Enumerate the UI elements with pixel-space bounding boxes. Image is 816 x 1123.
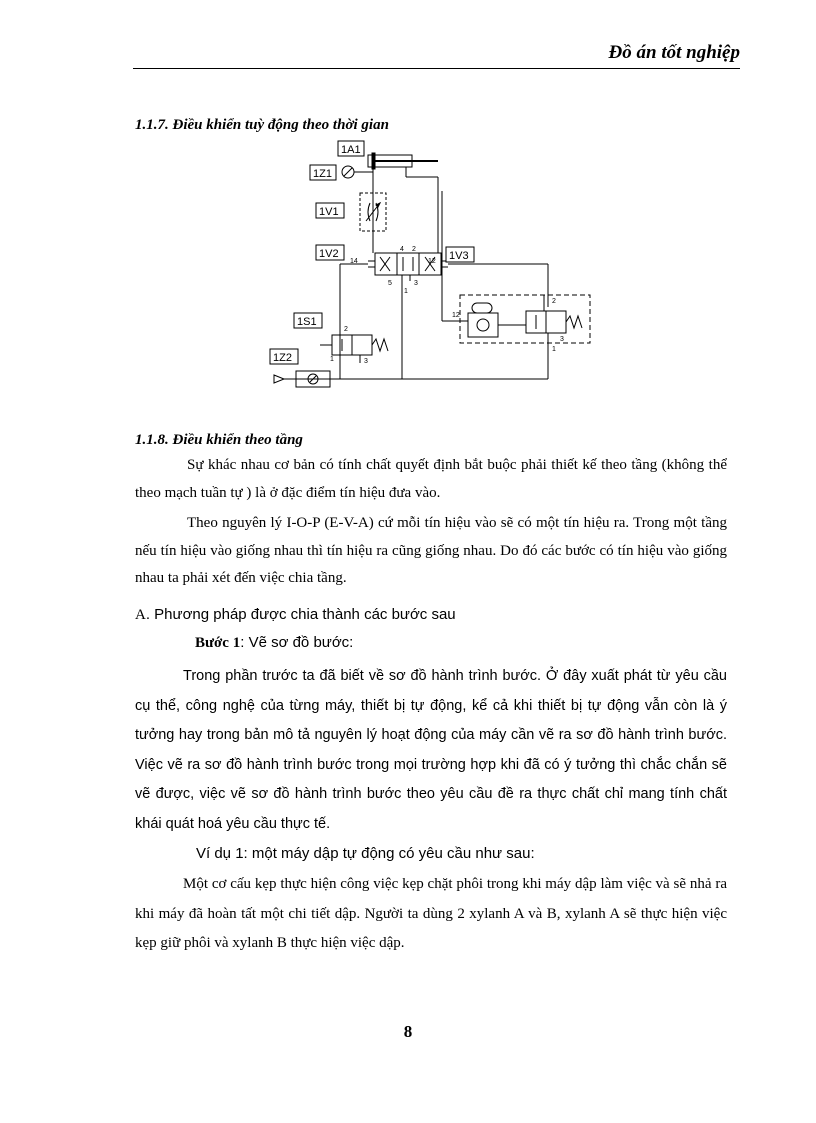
paragraph: Theo nguyên lý I-O-P (E-V-A) cứ mỗi tín hiệu vào sẽ có một tín hiệu ra. Trong một tầng nếu tín hiệu vào giống nhau thì tín hiệu ra cũng giống nhau. Do đó các bước có tín hiệu vào giống nhau ta phải xét đến việc chia tầng. [135,515,727,586]
port-label: 12 [452,312,460,319]
step-1-label: Bước 1 [195,635,241,651]
port-label: 1 [552,346,556,353]
label-1z1: 1Z1 [313,168,332,180]
label-1s1: 1S1 [297,316,317,328]
header-title: Đồ án tốt nghiệp [608,42,740,63]
example-line: Ví dụ 1: một máy dập tự động có yêu cầu như sau: [196,845,535,862]
port-label: 12 [428,258,436,265]
port-label: 5 [388,280,392,287]
valve-1v2-left [375,253,397,275]
method-text: . Phương pháp được chia thành các bước sau [145,606,456,623]
port-label: 14 [350,258,358,265]
valve-1v2-mid [397,253,419,275]
header-divider [133,68,740,69]
step-1-text: : Vẽ sơ đồ bước: [240,634,354,651]
section-heading-1-1-7: 1.1.7. Điều khiển tuỳ động theo thời gian [135,117,389,133]
paragraph: Một cơ cấu kẹp thực hiện công việc kẹp chặt phôi trong khi máy dập làm việc và sẽ nhả ra khi máy đã hoàn tất một chi tiết dập. Người ta dùng 2 xylanh A và B, xylanh A sẽ thực hiện việc kẹp giữ phôi và xylanh B thực hiện việc dập. [135,876,727,951]
port-label: 1 [330,356,334,363]
port-label: 2 [552,298,556,305]
port-label: 2 [412,246,416,253]
port-label: 2 [344,326,348,333]
step-1-line [195,634,353,652]
label-1a1: 1A1 [341,144,361,156]
port-label: 3 [364,358,368,365]
paragraph: Trong phần trước ta đã biết về sơ đồ hành trình bước. Ở đây xuất phát từ yêu cầu cụ thể, công nghệ của từng máy, thiết bị tự động, kể cả khi thiết bị tự động vẫn còn là ý tưởng hay trong bản mô tả nguyên lý hoạt động của máy cần vẽ ra sơ đồ hành trình bước. Việc vẽ ra sơ đồ hành trình bước trong mọi trường hợp khi đã có ý tưởng thì chắc chắn sẽ vẽ được, việc vẽ sơ đồ hành trình bước theo yêu cầu đề ra thực chất chỉ mang tính chất khái quát hoá yêu cầu thực tế. [135,668,727,832]
method-label: A [135,607,146,623]
section-heading-1-1-8: 1.1.8. Điều khiển theo tầng [135,432,303,448]
label-1v3: 1V3 [449,250,469,262]
port-label: 4 [400,246,404,253]
valve-1s1-right [352,335,372,355]
label-1v2: 1V2 [319,248,339,260]
method-line [135,606,456,624]
label-1v1: 1V1 [319,206,339,218]
paragraph: Sự khác nhau cơ bản có tính chất quyết định bắt buộc phải thiết kế theo tầng (không thể theo mạch tuần tự ) là ở đặc điểm tín hiệu đưa vào. [135,457,727,501]
port-label: 1 [404,288,408,295]
pneumatic-circuit-diagram [260,135,600,397]
label-1z2: 1Z2 [273,352,292,364]
port-label: 3 [414,280,418,287]
port-label: 3 [560,336,564,343]
page-number: 8 [403,1022,413,1041]
